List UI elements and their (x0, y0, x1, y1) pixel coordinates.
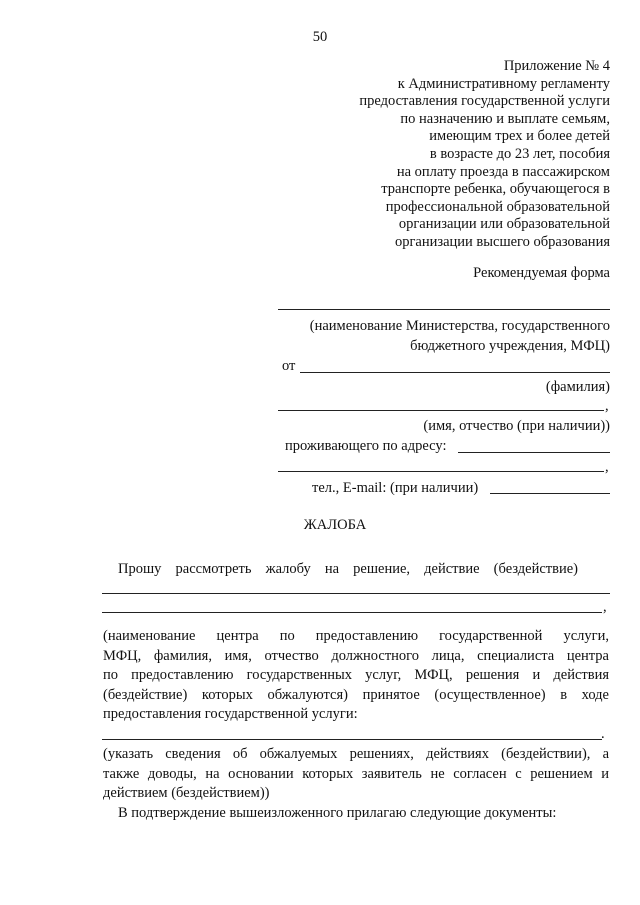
complaint-line-2[interactable] (102, 612, 602, 613)
address-line-2[interactable] (278, 471, 604, 472)
appendix-line: Приложение № 4 (503, 58, 610, 74)
paragraph-line-last: действием (бездействием)) (103, 785, 270, 802)
appendix-line: организации высшего образования (394, 233, 610, 250)
appendix-line: организации или образовательной (398, 216, 610, 233)
org-name-caption-1: (наименование Министерства, государственного (309, 318, 610, 334)
appendix-line: имеющим трех и более детей (429, 128, 610, 145)
paragraph-line: (бездействие) которых обжалуются) принятое (осуществленное) в ходе (103, 686, 609, 703)
from-label: от (282, 358, 296, 374)
appendix-line: транспорте ребенка, обучающегося в (381, 181, 610, 198)
appendix-line: по назначению и выплате семьям, (400, 110, 610, 127)
decision-line[interactable] (102, 739, 602, 740)
document-title: ЖАЛОБА (303, 517, 367, 533)
address-line-1[interactable] (458, 452, 610, 453)
contact-line[interactable] (490, 493, 610, 494)
paragraph-line: по предоставлению государственных услуг, МФЦ, решения и действия (103, 667, 609, 684)
paragraph-line: (наименование центра по предоставлению государственной услуги, (103, 628, 609, 644)
org-name-line[interactable] (278, 309, 610, 310)
appendix-line: в возрасте до 23 лет, пособия (429, 145, 610, 162)
appendix-header (300, 58, 610, 252)
surname-line[interactable] (300, 372, 610, 373)
complaint-line-1[interactable] (102, 593, 610, 594)
service-answer-line[interactable] (103, 725, 357, 740)
paragraph-line-last (103, 705, 609, 746)
paragraph-line: (указать сведения об обжалуемых решениях, действиях (бездействии), а (103, 746, 609, 762)
paragraph-subject (103, 627, 609, 747)
page-number: 50 (312, 29, 328, 45)
surname-caption: (фамилия) (545, 379, 610, 395)
address-label: проживающего по адресу: (285, 438, 447, 454)
contact-label: тел., E-mail: (при наличии) (312, 480, 479, 496)
attachments-line: В подтверждение вышеизложенного прилагаю следующие документы: (118, 805, 557, 821)
org-name-caption-2: бюджетного учреждения, МФЦ) (410, 338, 610, 354)
request-line: Прошу рассмотреть жалобу на решение, действие (бездействие) (118, 561, 578, 577)
appendix-line: профессиональной образовательной (385, 198, 610, 215)
recommended-form-label: Рекомендуемая форма (473, 265, 610, 281)
appendix-line: предоставления государственной услуги (359, 93, 610, 110)
name-line[interactable] (278, 410, 604, 411)
complaint-comma: , (603, 599, 607, 615)
paragraph-text: предоставления государственной услуги: (103, 706, 358, 723)
decision-period: . (601, 726, 605, 742)
appendix-line: на оплату проезда в пассажирском (396, 163, 610, 180)
appendix-line: к Административному регламенту (397, 75, 610, 92)
paragraph-details (103, 745, 609, 804)
name-comma: , (605, 398, 609, 414)
name-caption: (имя, отчество (при наличии)) (423, 418, 610, 434)
address-comma: , (605, 459, 609, 475)
paragraph-line: также доводы, на основании которых заявитель не согласен с решением и (103, 765, 609, 782)
paragraph-line: МФЦ, фамилия, имя, отчество должностного лица, специалиста центра (103, 647, 609, 664)
